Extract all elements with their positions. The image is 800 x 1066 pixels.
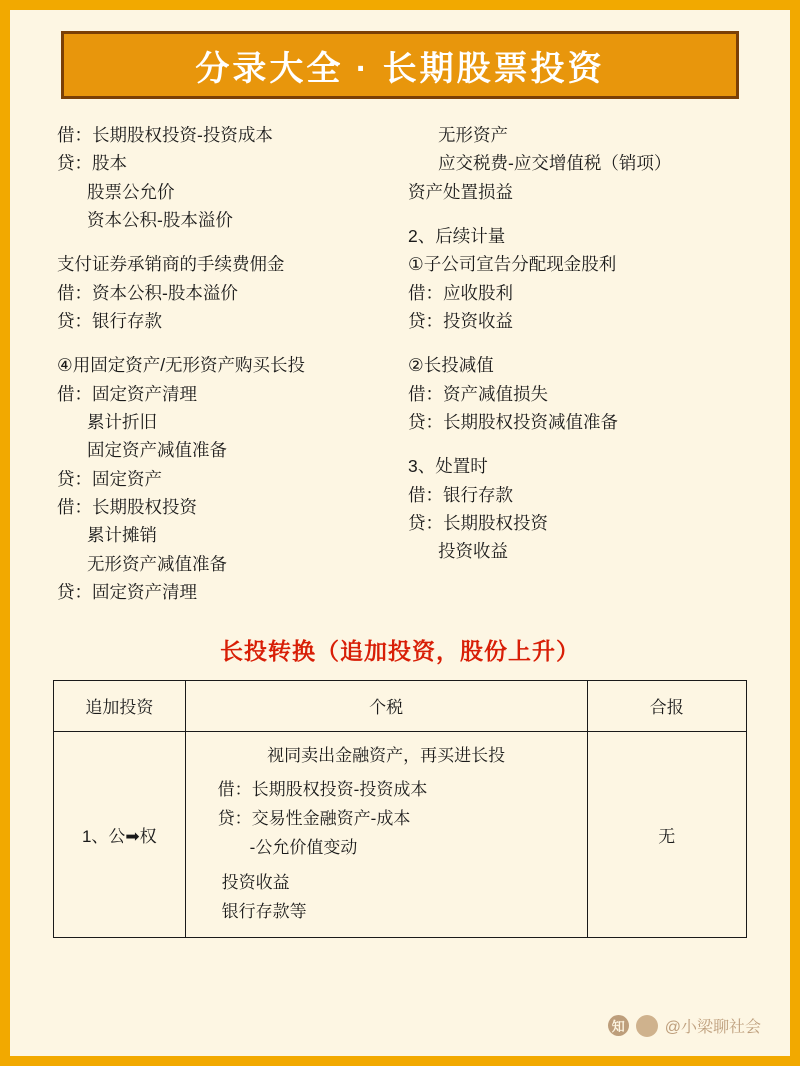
conversion-table-wrapper: [53, 680, 747, 938]
right-column: [400, 121, 743, 623]
entry-block: [57, 351, 394, 606]
entry-line: 无形资产: [438, 125, 508, 145]
entry-line: 贷：长期股权投资: [408, 513, 548, 534]
entry-block: [57, 121, 394, 234]
entry-line: 资本公积-股本溢价: [87, 210, 233, 231]
entry-line: 累计折旧: [87, 412, 157, 433]
entry-block: [408, 351, 743, 436]
entry-line: ②长投减值: [408, 355, 494, 376]
entry-line: 无形资产减值准备: [87, 553, 227, 574]
content-columns: [57, 121, 743, 623]
entry-line: 贷：投资收益: [408, 311, 513, 332]
entry-line: 3、处置时: [408, 456, 488, 477]
watermark: [608, 1014, 761, 1037]
detail-line: 银行存款等: [221, 901, 307, 921]
entry-block: [408, 222, 743, 335]
table-header-cell: 追加投资: [54, 680, 186, 731]
left-column: [57, 121, 400, 623]
table-cell-detail: [185, 731, 587, 937]
entry-block: [57, 250, 394, 335]
table-header-row: [54, 680, 747, 731]
avatar: [636, 1015, 658, 1037]
table-row: [54, 731, 747, 937]
entry-line: ①子公司宣告分配现金股利: [408, 254, 617, 275]
entry-line: 应交税费-应交增值税（销项）: [438, 153, 672, 174]
entry-line: 贷：固定资产清理: [57, 582, 197, 603]
title-banner: [61, 31, 739, 99]
entry-block: [408, 121, 743, 206]
entry-line: 股票公允价: [87, 181, 175, 202]
table-cell-category: 1、公➡权: [54, 731, 186, 937]
entry-line: ④用固定资产/无形资产购买长投: [57, 355, 306, 376]
entry-line: 资产处置损益: [408, 181, 513, 202]
entry-line: 借：资本公积-股本溢价: [57, 282, 238, 303]
entry-line: 支付证券承销商的手续费佣金: [57, 254, 285, 275]
entry-line: 贷：股本: [57, 153, 127, 174]
poster-inner: [10, 10, 790, 1056]
detail-line: 贷：交易性金融资产-成本: [217, 809, 411, 829]
detail-line: -公允价值变动: [249, 838, 358, 858]
entry-line: 贷：长期股权投资减值准备: [408, 412, 618, 433]
page-title: 分录大全 · 长期股票投资: [195, 49, 605, 88]
entry-line: 2、后续计量: [408, 226, 506, 247]
entry-block: [408, 452, 743, 565]
zhihu-badge-icon: 知: [608, 1015, 629, 1036]
table-header-cell: 合报: [587, 680, 746, 731]
entry-line: 固定资产减值准备: [87, 440, 227, 461]
detail-line: 视同卖出金融资产，再买进长投: [267, 745, 506, 765]
entry-line: 借：长期股权投资-投资成本: [57, 125, 273, 145]
conversion-table: [53, 680, 747, 938]
entry-line: 累计摊销: [87, 525, 157, 546]
table-header-cell: 个税: [185, 680, 587, 731]
watermark-name: @小梁聊社会: [664, 1019, 761, 1036]
detail-line: 投资收益: [221, 873, 290, 893]
entry-line: 投资收益: [438, 541, 508, 562]
entry-line: 贷：银行存款: [57, 311, 162, 332]
entry-line: 借：银行存款: [408, 484, 513, 505]
table-cell-consolidated: 无: [587, 731, 746, 937]
entry-line: 借：资产减值损失: [408, 383, 548, 404]
entry-line: 借：长期股权投资: [57, 497, 197, 518]
section-heading: 长投转换（追加投资，股份上升）: [220, 637, 580, 664]
entry-line: 借：固定资产清理: [57, 383, 197, 404]
entry-line: 借：应收股利: [408, 282, 513, 303]
entry-line: 贷：固定资产: [57, 468, 162, 489]
detail-line: 借：长期股权投资-投资成本: [217, 780, 428, 800]
